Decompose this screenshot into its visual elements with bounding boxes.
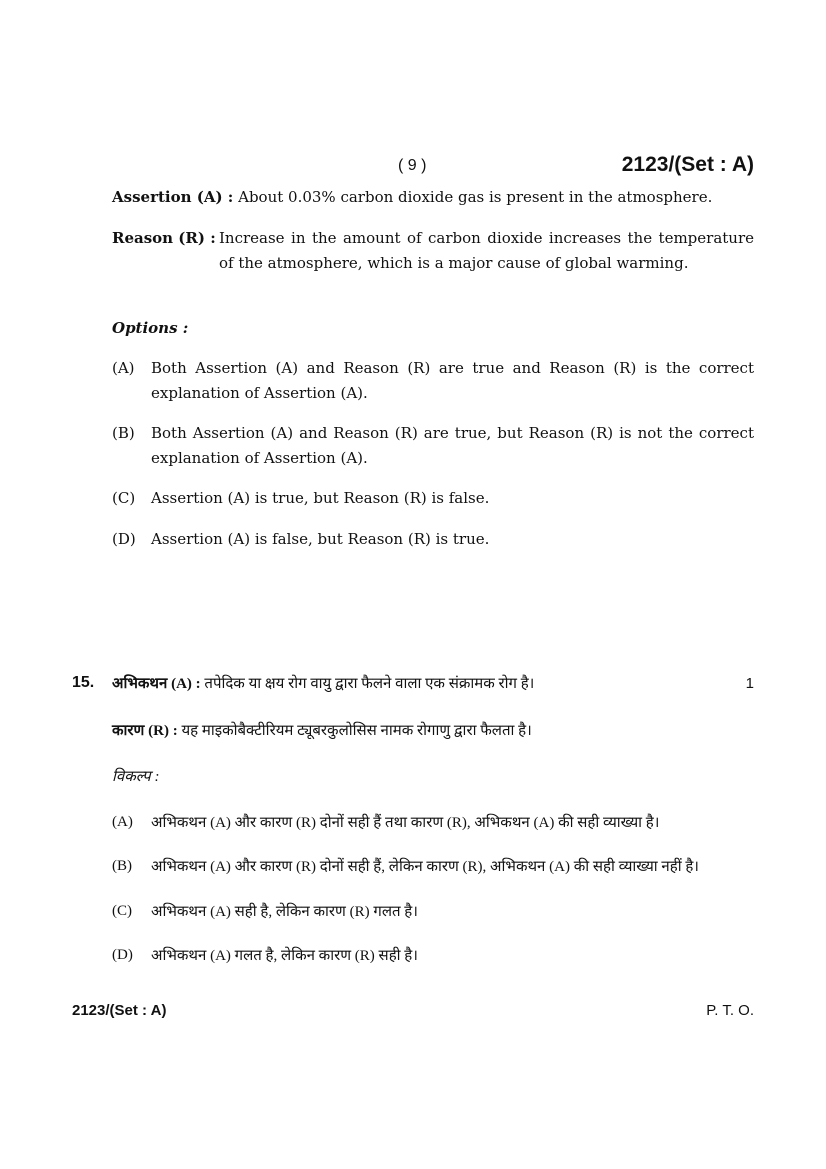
- option-key: (C): [112, 489, 136, 507]
- option-key: (B): [112, 424, 135, 442]
- reason-label: Reason (R) :: [112, 229, 216, 247]
- option-text: अभिकथन (A) और कारण (R) दोनों सही हैं, लेकिन कारण (R), अभिकथन (A) की सही व्याख्या नहीं है।: [151, 859, 699, 875]
- assertion-text: About 0.03% carbon dioxide gas is present in the atmosphere.: [238, 188, 713, 206]
- option-text: Both Assertion (A) and Reason (R) are true, but Reason (R) is not the correct explanation of Assertion (A).: [151, 424, 754, 467]
- option-key: (A): [112, 359, 135, 377]
- footer-code: 2123/(Set : A): [72, 1002, 167, 1019]
- option-key: (D): [112, 530, 136, 548]
- option-key: (B): [112, 858, 132, 874]
- option-key: (A): [112, 814, 133, 830]
- option-text: Both Assertion (A) and Reason (R) are true and Reason (R) is the correct explanation of Assertion (A).: [151, 359, 754, 402]
- assertion-label: Assertion (A) :: [112, 188, 234, 206]
- option-text: Assertion (A) is false, but Reason (R) is true.: [151, 530, 490, 548]
- option-text: Assertion (A) is true, but Reason (R) is false.: [151, 489, 490, 507]
- options-label: विकल्प :: [112, 769, 160, 785]
- reason-label: कारण (R) :: [112, 723, 178, 739]
- marks: 1: [745, 675, 754, 692]
- options-label: Options :: [112, 319, 189, 337]
- header-code: 2123/(Set : A): [621, 153, 754, 176]
- option-key: (C): [112, 903, 132, 919]
- option-text: अभिकथन (A) और कारण (R) दोनों सही हैं तथा कारण (R), अभिकथन (A) की सही व्याख्या है।: [151, 815, 660, 831]
- option-text: अभिकथन (A) सही है, लेकिन कारण (R) गलत है।: [151, 904, 418, 920]
- option-key: (D): [112, 947, 133, 963]
- page-number: ( 9 ): [398, 157, 427, 174]
- reason-text: Increase in the amount of carbon dioxide increases the temperature of the atmosphere, which is a major cause of global warming.: [219, 229, 754, 272]
- question-number: 15.: [72, 674, 95, 691]
- reason-text: यह माइकोबैक्टीरियम ट्यूबरकुलोसिस नामक रोगाणु द्वारा फैलता है।: [181, 723, 532, 739]
- assertion-text: तपेदिक या क्षय रोग वायु द्वारा फैलने वाला एक संक्रामक रोग है।: [204, 676, 535, 692]
- assertion-label: अभिकथन (A) :: [112, 676, 201, 692]
- pto-text: P. T. O.: [706, 1002, 754, 1019]
- option-text: अभिकथन (A) गलत है, लेकिन कारण (R) सही है।: [151, 948, 418, 964]
